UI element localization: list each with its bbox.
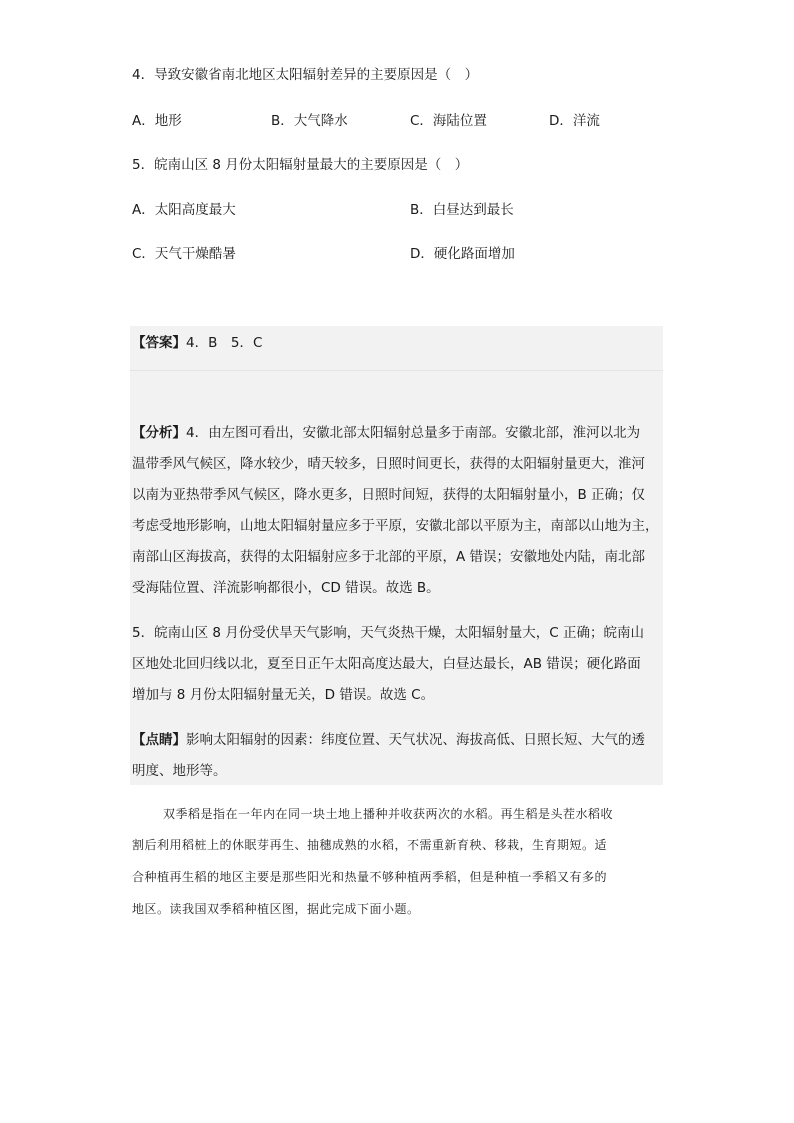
tip-text-1: 影响太阳辐射的因素：纬度位置、天气状况、海拔高低、日照长短、大气的透 bbox=[186, 732, 645, 748]
question-4-option-a: A．地形 bbox=[132, 113, 182, 129]
passage-line-2: 割后利用稻桩上的休眠芽再生、抽穗成熟的水稻，不需重新育秧、移栽，生育期短。适 bbox=[132, 838, 608, 852]
question-4-option-d: D．洋流 bbox=[549, 113, 600, 129]
question-5-option-c: C．天气干燥酷暑 bbox=[132, 246, 236, 262]
analysis-line-5: 南部山区海拔高，获得的太阳辐射应多于北部的平原，A 错误；安徽地处内陆，南北部 bbox=[132, 549, 646, 565]
answer-line bbox=[132, 333, 262, 353]
analysis-q5-line-3: 增加与 8 月份太阳辐射量无关，D 错误。故选 C。 bbox=[132, 687, 435, 703]
question-5-option-a: A．太阳高度最大 bbox=[132, 202, 236, 218]
analysis-line-1 bbox=[132, 423, 640, 443]
passage-line-4: 地区。读我国双季稻种植区图，据此完成下面小题。 bbox=[132, 902, 420, 916]
analysis-label: 【分析】 bbox=[132, 425, 186, 441]
analysis-line-6: 受海陆位置、洋流影响都很小，CD 错误。故选 B。 bbox=[132, 580, 440, 596]
analysis-line-4: 考虑受地形影响，山地太阳辐射量应多于平原，安徽北部以平原为主，南部以山地为主， bbox=[132, 518, 659, 534]
analysis-q5-line-2: 区地处北回归线以北，夏至日正午太阳高度达最大，白昼达最长，AB 错误；硬化路面 bbox=[132, 656, 641, 672]
analysis-text-1: 4．由左图可看出，安徽北部太阳辐射总量多于南部。安徽北部，淮河以北为 bbox=[186, 425, 641, 441]
question-5-stem: 5．皖南山区 8 月份太阳辐射量最大的主要原因是（ ） bbox=[132, 157, 469, 173]
analysis-line-3: 以南为亚热带季风气候区，降水更多，日照时间短，获得的太阳辐射量小，B 正确；仅 bbox=[132, 487, 646, 503]
answer-label: 【答案】 bbox=[132, 335, 186, 351]
analysis-q5-line-1: 5．皖南山区 8 月份受伏旱天气影响，天气炎热干燥，太阳辐射量大，C 正确；皖南山 bbox=[132, 625, 644, 641]
tip-line-1 bbox=[132, 730, 645, 750]
question-4-option-c: C．海陆位置 bbox=[410, 113, 487, 129]
tip-line-2: 明度、地形等。 bbox=[132, 763, 227, 779]
question-4-stem: 4．导致安徽省南北地区太阳辐射差异的主要原因是（ ） bbox=[132, 67, 479, 83]
passage-line-1: 双季稻是指在一年内在同一块土地上播种并收获两次的水稻。再生稻是头茬水稻收 bbox=[163, 807, 614, 821]
answer-divider bbox=[130, 370, 663, 371]
question-5-option-d: D．硬化路面增加 bbox=[410, 246, 515, 262]
question-4-option-b: B．大气降水 bbox=[271, 113, 348, 129]
question-5-option-b: B．白昼达到最长 bbox=[410, 202, 514, 218]
answer-text: 4．B 5．C bbox=[186, 335, 263, 351]
tip-label: 【点睛】 bbox=[132, 732, 186, 748]
passage-line-3: 合种植再生稻的地区主要是那些阳光和热量不够种植两季稻，但是种植一季稻又有多的 bbox=[132, 870, 608, 884]
analysis-line-2: 温带季风气候区，降水较少，晴天较多，日照时间更长，获得的太阳辐射量更大，淮河 bbox=[132, 456, 645, 472]
